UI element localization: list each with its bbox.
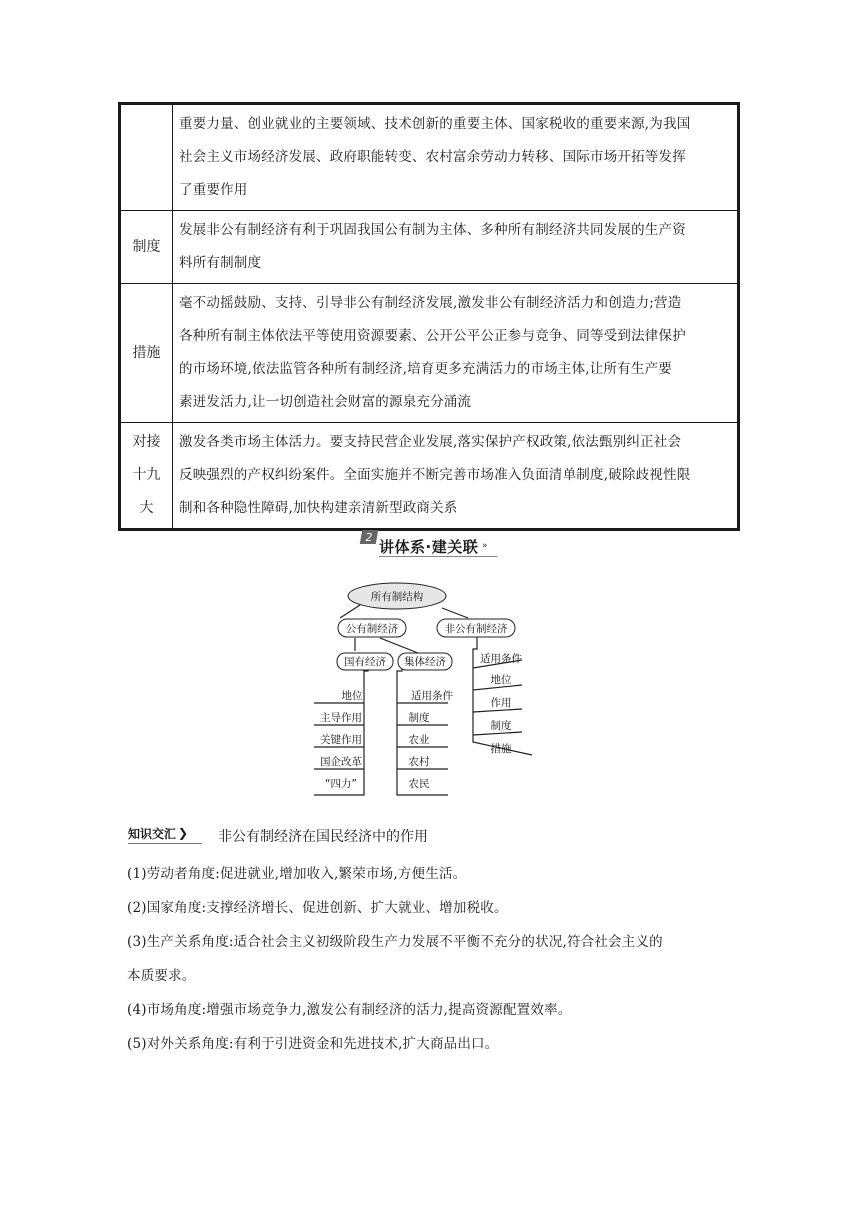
section-number-badge: 2 [360,530,378,544]
collective-item: 农村 [408,756,430,768]
row-line: 反映强烈的产权纠纷案件。全面实施并不断完善市场准入负面清单制度,破除歧视性限 [179,467,691,483]
notes-title: 非公有制经济在国民经济中的作用 [218,829,428,845]
nonpublic-item: 适用条件 [480,653,522,665]
row-line: 素迸发活力,让一切创造社会财富的源泉充分涌流 [179,394,472,410]
mind-map-svg [300,575,560,805]
state-item: 国企改革 [320,756,362,768]
state-item: “四力” [325,778,357,790]
collective-economy-label: 集体经济 [404,656,446,668]
note-item: (2)国家角度:支撑经济增长、促进创新、扩大就业、增加税收。 [127,900,508,916]
state-item: 关键作用 [320,734,362,746]
table-row [121,422,737,528]
nonpublic-item: 地位 [490,674,512,686]
row-content [173,105,737,210]
row-line: 了重要作用 [179,182,248,198]
row-content [173,211,737,283]
table-row [121,283,737,422]
row-line: 制和各种隐性障碍,加快构建亲清新型政商关系 [179,500,458,516]
table-row [121,105,737,210]
state-item: 地位 [341,690,363,702]
nonpublic-item: 作用 [490,697,512,709]
row-line: 毫不动摇鼓励、支持、引导非公有制经济发展,激发非公有制经济活力和创造力;营造 [179,295,682,311]
root-node-label: 所有制结构 [370,591,424,603]
knowledge-tag-label: 知识交汇 [128,826,177,841]
note-item: (5)对外关系角度:有利于引进资金和先进技术,扩大商品出口。 [127,1036,499,1052]
knowledge-tag-underline [128,843,202,844]
knowledge-tag [128,823,202,843]
double-chevron-icon: » [482,541,488,551]
row-line: 发展非公有制经济有利于巩固我国公有制为主体、多种所有制经济共同发展的生产资 [179,222,686,238]
collective-item: 适用条件 [411,690,453,702]
table-row [121,210,737,283]
row-line: 各种所有制主体依法平等使用资源要素、公开公平公正参与竞争、同等受到法律保护 [179,328,686,344]
chevron-right-icon: ❯ [178,826,189,840]
collective-item: 制度 [408,712,430,724]
row-line: 料所有制制度 [179,255,262,271]
row-line: 社会主义市场经济发展、政府职能转变、农村富余劳动力转移、国际市场开拓等发挥 [179,149,686,165]
collective-item: 农民 [408,778,430,790]
note-item: (4)市场角度:增强市场竞争力,激发公有制经济的活力,提高资源配置效率。 [127,1002,572,1018]
row-label [121,105,173,210]
row-content [173,284,737,422]
row-line: 的市场环境,依法监管各种所有制经济,培育更多充满活力的市场主体,让所有生产要 [179,361,672,377]
state-economy-label: 国有经济 [344,656,386,668]
row-label: 制度 [121,211,173,283]
row-line: 重要力量、创业就业的主要领域、技术创新的重要主体、国家税收的重要来源,为我国 [179,116,691,132]
nonpublic-item: 制度 [490,720,512,732]
section-title: 讲体系·建关联 [379,538,479,556]
note-item: (1)劳动者角度:促进就业,增加收入,繁荣市场,方便生活。 [127,866,467,882]
collective-item: 农业 [408,734,430,746]
note-item: 本质要求。 [127,968,196,984]
row-label: 对接十九大 [121,423,173,528]
row-content [173,423,737,528]
nonpublic-item: 措施 [490,743,512,755]
public-economy-label: 公有制经济 [345,623,399,635]
state-item: 主导作用 [320,712,362,724]
section-underline [379,556,497,557]
row-line: 激发各类市场主体活力。要支持民营企业发展,落实保护产权政策,依法甄别纠正社会 [179,434,682,450]
mind-map [300,575,560,805]
section-heading [361,528,501,558]
row-label: 措施 [121,284,173,422]
note-item: (3)生产关系角度:适合社会主义初级阶段生产力发展不平衡不充分的状况,符合社会主义的 [127,934,663,950]
nonpublic-economy-label: 非公有制经济 [444,623,508,635]
content-table [118,102,740,531]
